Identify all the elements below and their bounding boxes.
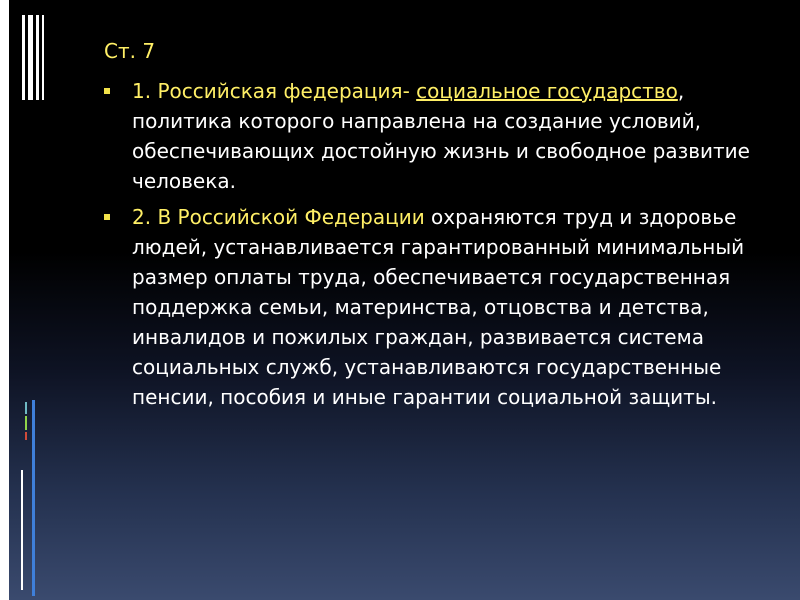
decorative-bar — [25, 416, 27, 430]
slide — [9, 0, 800, 600]
item-lead: 1. Российская федерация- — [132, 79, 417, 103]
decorative-bar — [25, 402, 27, 414]
bullet-square-icon — [104, 214, 110, 220]
decorative-bar — [32, 400, 35, 596]
highlighted-term: социальное государство — [416, 79, 678, 103]
bullet-item-2 — [104, 202, 764, 412]
decorative-bar — [36, 15, 39, 100]
item-text: , политика которого направлена на создание условий, обеспечивающих достойную жизнь и свободное развитие человека. — [132, 79, 750, 193]
decorative-bar — [22, 15, 25, 100]
item-lead: 2. В Российской Федерации — [132, 205, 425, 229]
item-text: охраняются труд и здоровье людей, устанавливается гарантированный минимальный размер оплаты труда, обеспечивается государственная поддержка семьи, материнства, отцовства и детства, инвалидов и пожилых граждан, развивается система социальных служб, устанавливаются государственные пенсии, пособия и иные гарантии социальной защиты. — [132, 205, 745, 409]
slide-heading: Ст. 7 — [104, 39, 156, 63]
bullet-square-icon — [104, 88, 110, 94]
bullet-item-1 — [104, 76, 764, 196]
decorative-bar — [21, 470, 23, 590]
decorative-bar — [28, 15, 33, 100]
decorative-bar — [25, 432, 27, 440]
decorative-bar — [42, 15, 44, 100]
slide-content — [104, 36, 764, 418]
